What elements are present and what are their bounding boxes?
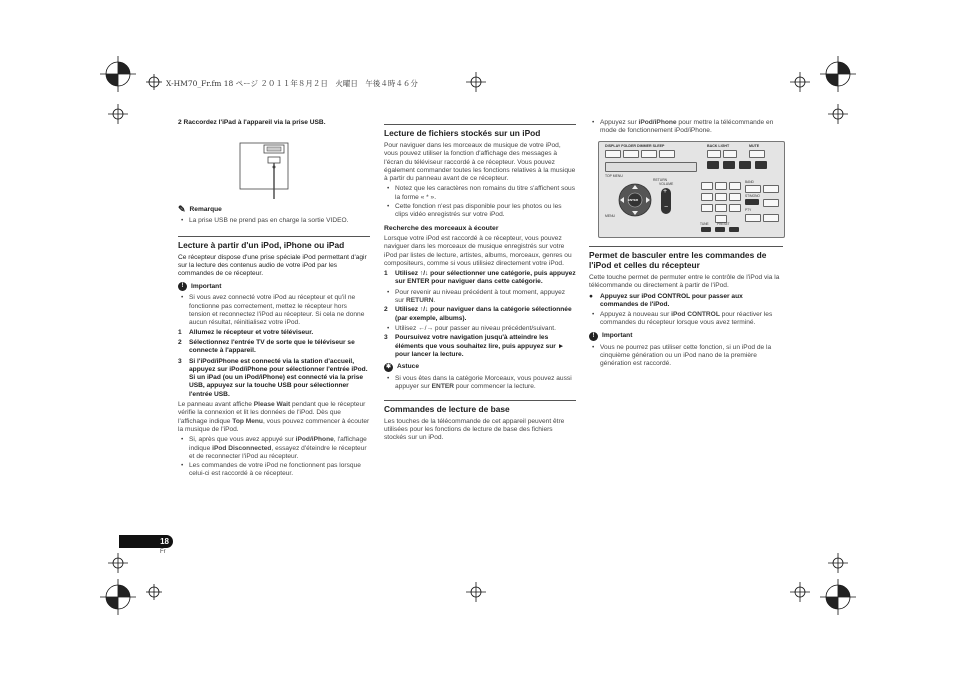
- remote-mode-bullet: • Appuyez sur iPod/iPhone pour mettre la télécommande en mode de fonctionnement iPod/iPhone.: [589, 119, 783, 136]
- column-right-lower: [589, 246, 783, 370]
- important-icon: !: [589, 332, 598, 341]
- important-title: Important: [602, 332, 633, 340]
- remarque-item: • La prise USB ne prend pas en charge la sortie VIDEO.: [178, 217, 370, 225]
- pencil-icon: ✎: [178, 204, 186, 215]
- astuce-item: • Si vous êtes dans la catégorie Morceaux, vous pouvez aussi appuyer sur ENTER pour commencer la lecture.: [384, 375, 576, 392]
- section2-sub-intro: Lorsque votre iPod est raccordé à ce récepteur, vous pouvez naviguer dans les morceaux de musique enregistrés sur votre iPod par listes de lecture, artistes, albums, morceaux, genres ou compositeurs, comme si vous utilisiez directement votre iPod.: [384, 234, 572, 267]
- step-3: 3 Si l'iPod/iPhone est connecté via la station d'accueil, appuyez sur iPod/iPhone pour sélectionner l'entrée iPod. Si un iPad (ou un iPod/iPhone) est connecté via la prise USB, appuyez sur la touche USB pour sélectionner l'entrée USB.: [178, 357, 368, 398]
- nav-step-1-bullet: • Pour revenir au niveau précédent à tout moment, appuyez sur RETURN.: [384, 289, 576, 306]
- remarque-title: Remarque: [189, 205, 222, 213]
- file-header: X-HM70_Fr.fm 18 ページ ２０１１年８月２日 火曜日 午後４時４６分: [166, 79, 418, 88]
- nav-step-1: 1 Utilisez ↑/↓ pour sélectionner une catégorie, puis appuyez sur ENTER pour naviguer dans cette catégorie.: [384, 270, 576, 286]
- step-1: 1 Allumez le récepteur et votre téléviseur.: [178, 328, 314, 336]
- usb-connection-figure: [178, 129, 370, 201]
- column-right: [589, 119, 783, 137]
- section2-bullet: • Cette fonction n'est pas disponible pour les photos ou les clips vidéo enregistrés sur votre iPod.: [384, 203, 576, 220]
- section3-title: Permet de basculer entre les commandes de l'iPod et celles du récepteur: [589, 246, 783, 270]
- section2-title: Lecture de fichiers stockés sur un iPod: [384, 124, 576, 138]
- remote-control-figure: DISPLAY FOLDER DIMMER SLEEP BACK LIGHT MUTE TOP MENU RETURN MENU ENTER VOLUME + − TUNE PRESET BAND ST/MONO PTY: [598, 141, 785, 238]
- nav-step-2: 2 Utilisez ↑/↓ pour naviguer dans la catégorie sélectionnée (par exemple, albums).: [384, 306, 572, 322]
- ipod-control-step: ● Appuyez sur iPod CONTROL pour passer aux commandes de l'iPod.: [589, 292, 743, 308]
- section1-title: Lecture à partir d'un iPod, iPhone ou iPad: [178, 236, 370, 250]
- commands-intro: Les touches de la télécommande de cet appareil peuvent être utilisées pour les fonctions de lecture de base des fichiers stockés sur un iPod.: [384, 417, 565, 442]
- section1-bullet: • Si, après que vous avez appuyé sur iPod/iPhone, l'affichage indique iPod Disconnected, essayez d'éteindre le récepteur et de reconnecter l'iPod au récepteur.: [178, 436, 370, 461]
- column-middle: [384, 124, 576, 445]
- important-heading: [178, 282, 370, 291]
- usb-caption: 2 Raccordez l'iPad à l'appareil via la prise USB.: [178, 119, 326, 126]
- nav-step-2-bullet: • Utilisez ←/→ pour passer au niveau précédent/suivant.: [384, 325, 576, 333]
- lightbulb-icon: ✱: [385, 364, 392, 371]
- nav-step-3: 3 Poursuivez votre navigation jusqu'à atteindre les éléments que vous souhaitez lire, puis appuyez sur ► pour lancer la lecture.: [384, 334, 565, 358]
- section1-intro: Ce récepteur dispose d'une prise spéciale iPod permettant d'agir sur la lecture des contenus audio de votre iPod par les commandes de ce récepteur.: [178, 253, 367, 278]
- important-item: • Si vous avez connecté votre iPod au récepteur et qu'il ne fonctionne pas correctement, mettez le récepteur hors tension et reconnectez l'iPod au récepteur. Si cela ne donne aucun résultat, réinitialisez votre iPod.: [178, 294, 370, 327]
- important-item-right: • Vous ne pourrez pas utiliser cette fonction, si un iPod de la cinquième génération ou un iPod nano de la première génération est raccordé.: [589, 344, 783, 369]
- commands-title: Commandes de lecture de base: [384, 400, 576, 414]
- section3-intro: Cette touche permet de permuter entre le contrôle de l'iPod via la télécommande ou directement à partir de l'iPod.: [589, 274, 780, 290]
- section2-intro: Pour naviguer dans les morceaux de musique de votre iPod, vous pouvez utiliser la fonction d'affichage des messages à l'écran du téléviseur raccordé à ce récepteur. Vous pouvez également commander toutes les fonctions relatives à la musique à partir du panneau avant de ce récepteur.: [384, 142, 576, 183]
- section1-bullet: • Les commandes de votre iPod ne fonctionnent pas lorsque celui-ci est raccordé à ce récepteur.: [178, 462, 370, 479]
- important-title: Important: [191, 282, 222, 290]
- astuce-title: Astuce: [397, 363, 419, 371]
- column-left: [178, 119, 370, 480]
- section2-subtitle: Recherche des morceaux à écouter: [384, 224, 499, 232]
- important-heading-right: [589, 332, 783, 341]
- step-2: 2 Sélectionnez l'entrée TV de sorte que le téléviseur se connecte à l'appareil.: [178, 338, 355, 355]
- section2-bullet: • Notez que les caractères non romains du titre s'affichent sous la forme « * ».: [384, 185, 576, 202]
- section1-paragraph: Le panneau avant affiche Please Wait pendant que le récepteur vérifie la connexion et lit les données de l'iPod. Dès que l'affichage indique Top Menu, vous pouvez commencer à écouter la musique de l'iPod.: [178, 401, 370, 433]
- astuce-heading: [384, 363, 576, 372]
- ipod-control-bullet: • Appuyez à nouveau sur iPod CONTROL pour réactiver les commandes du récepteur lorsque vous avez terminé.: [589, 311, 783, 328]
- important-icon: !: [178, 282, 187, 291]
- page-number: 18: [119, 535, 173, 548]
- remarque-heading: [178, 205, 370, 214]
- page-language: Fr: [160, 549, 166, 555]
